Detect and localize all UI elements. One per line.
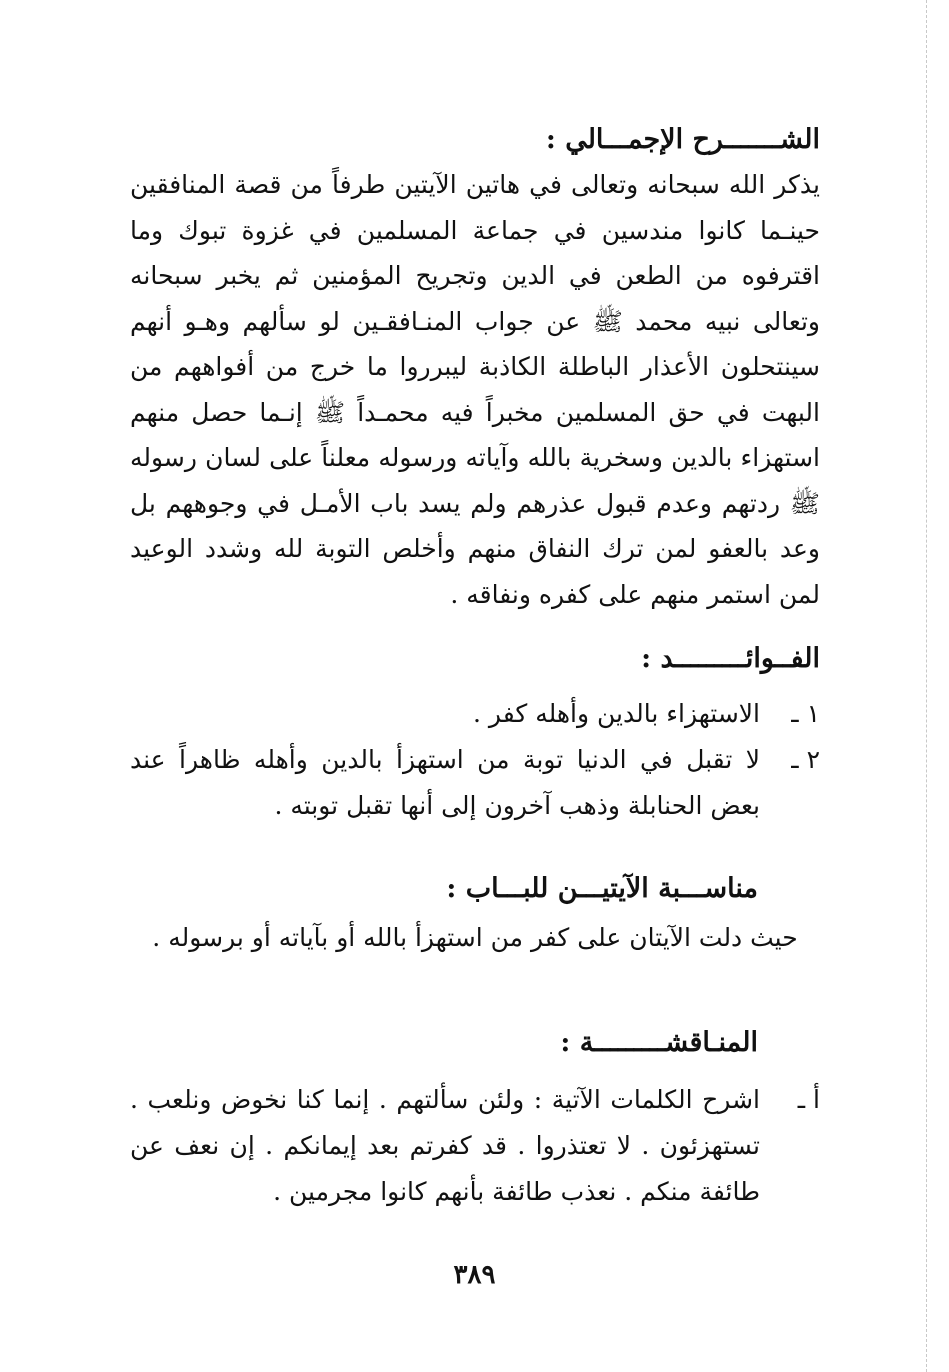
list-item-number: أ ـ [797,1085,820,1114]
page-content [130,120,820,1215]
page-edge-line [926,0,927,1372]
discussion-list [130,1077,820,1215]
benefits-section [130,639,820,829]
list-item-text: لا تقبل في الدنيا توبة من استهزأ بالدين وأهله ظاهراً عند بعض الحنابلة وذهب آخرون إلى أنها تقبل توبته . [130,745,760,820]
summary-heading: الشـــــــرح الإجمـــالي : [545,124,820,155]
list-item-number: ١ ـ [791,699,820,728]
list-item-text: اشرح الكلمات الآتية : ولئن سألتهم . إنما كنا نخوض ونلعب . تستهزئون . لا تعتذروا . قد كفرتم بعد إيمانكم . إن نعف عن طائفة منكم . نعذب طائفة بأنهم كانوا مجرمين . [130,1085,760,1206]
discussion-section [130,1023,820,1215]
page-number: ٣٨٩ [453,1260,496,1290]
list-item [130,691,820,737]
list-item-text: الاستهزاء بالدين وأهله كفر . [473,699,760,728]
relevance-text: حيث دلت الآيتان على كفر من استهزأ بالله أو بآياته أو برسوله . [152,923,798,952]
summary-paragraph: يذكر الله سبحانه وتعالى في هاتين الآيتين طرفاً من قصة المنافقين حينـما كانوا مندسين في جماعة المسلمين في غزوة تبوك وما اقترفوه من الطعن في الدين وتجريح المؤمنين ثم يخبر سبحانه وتعالى نبيه محمد ﷺ عن جواب المنـافقـين لو سألهم وهـو أنهم سينتحلون الأعذار الباطلة الكاذبة ليبرروا ما خرج من أفواههم من البهت في حق المسلمين مخبراً فيه محمـداً ﷺ إنـما حصل منهم استهزاء بالدين وسخرية بالله وآياته ورسوله معلناً على لسان رسوله ﷺ ردتهم وعدم قبول عذرهم ولم يسد باب الأمـل في وجوههم بل وعد بالعفو لمن ترك النفاق منهم وأخلص التوبة لله وشدد الوعيد لمن استمر منهم على كفره ونفاقه . [130,170,820,609]
benefits-heading: الفــوائـــــــــد : [641,643,820,674]
list-item-number: ٢ ـ [791,745,820,774]
list-item [130,737,820,829]
benefits-list [130,691,820,829]
list-item [130,1077,820,1215]
relevance-section [130,869,820,961]
relevance-heading: مناســـبة الآيتيـــن للبـــاب : [446,873,758,904]
summary-section [130,120,820,617]
discussion-heading: المنـاقشـــــــــة : [560,1027,758,1058]
